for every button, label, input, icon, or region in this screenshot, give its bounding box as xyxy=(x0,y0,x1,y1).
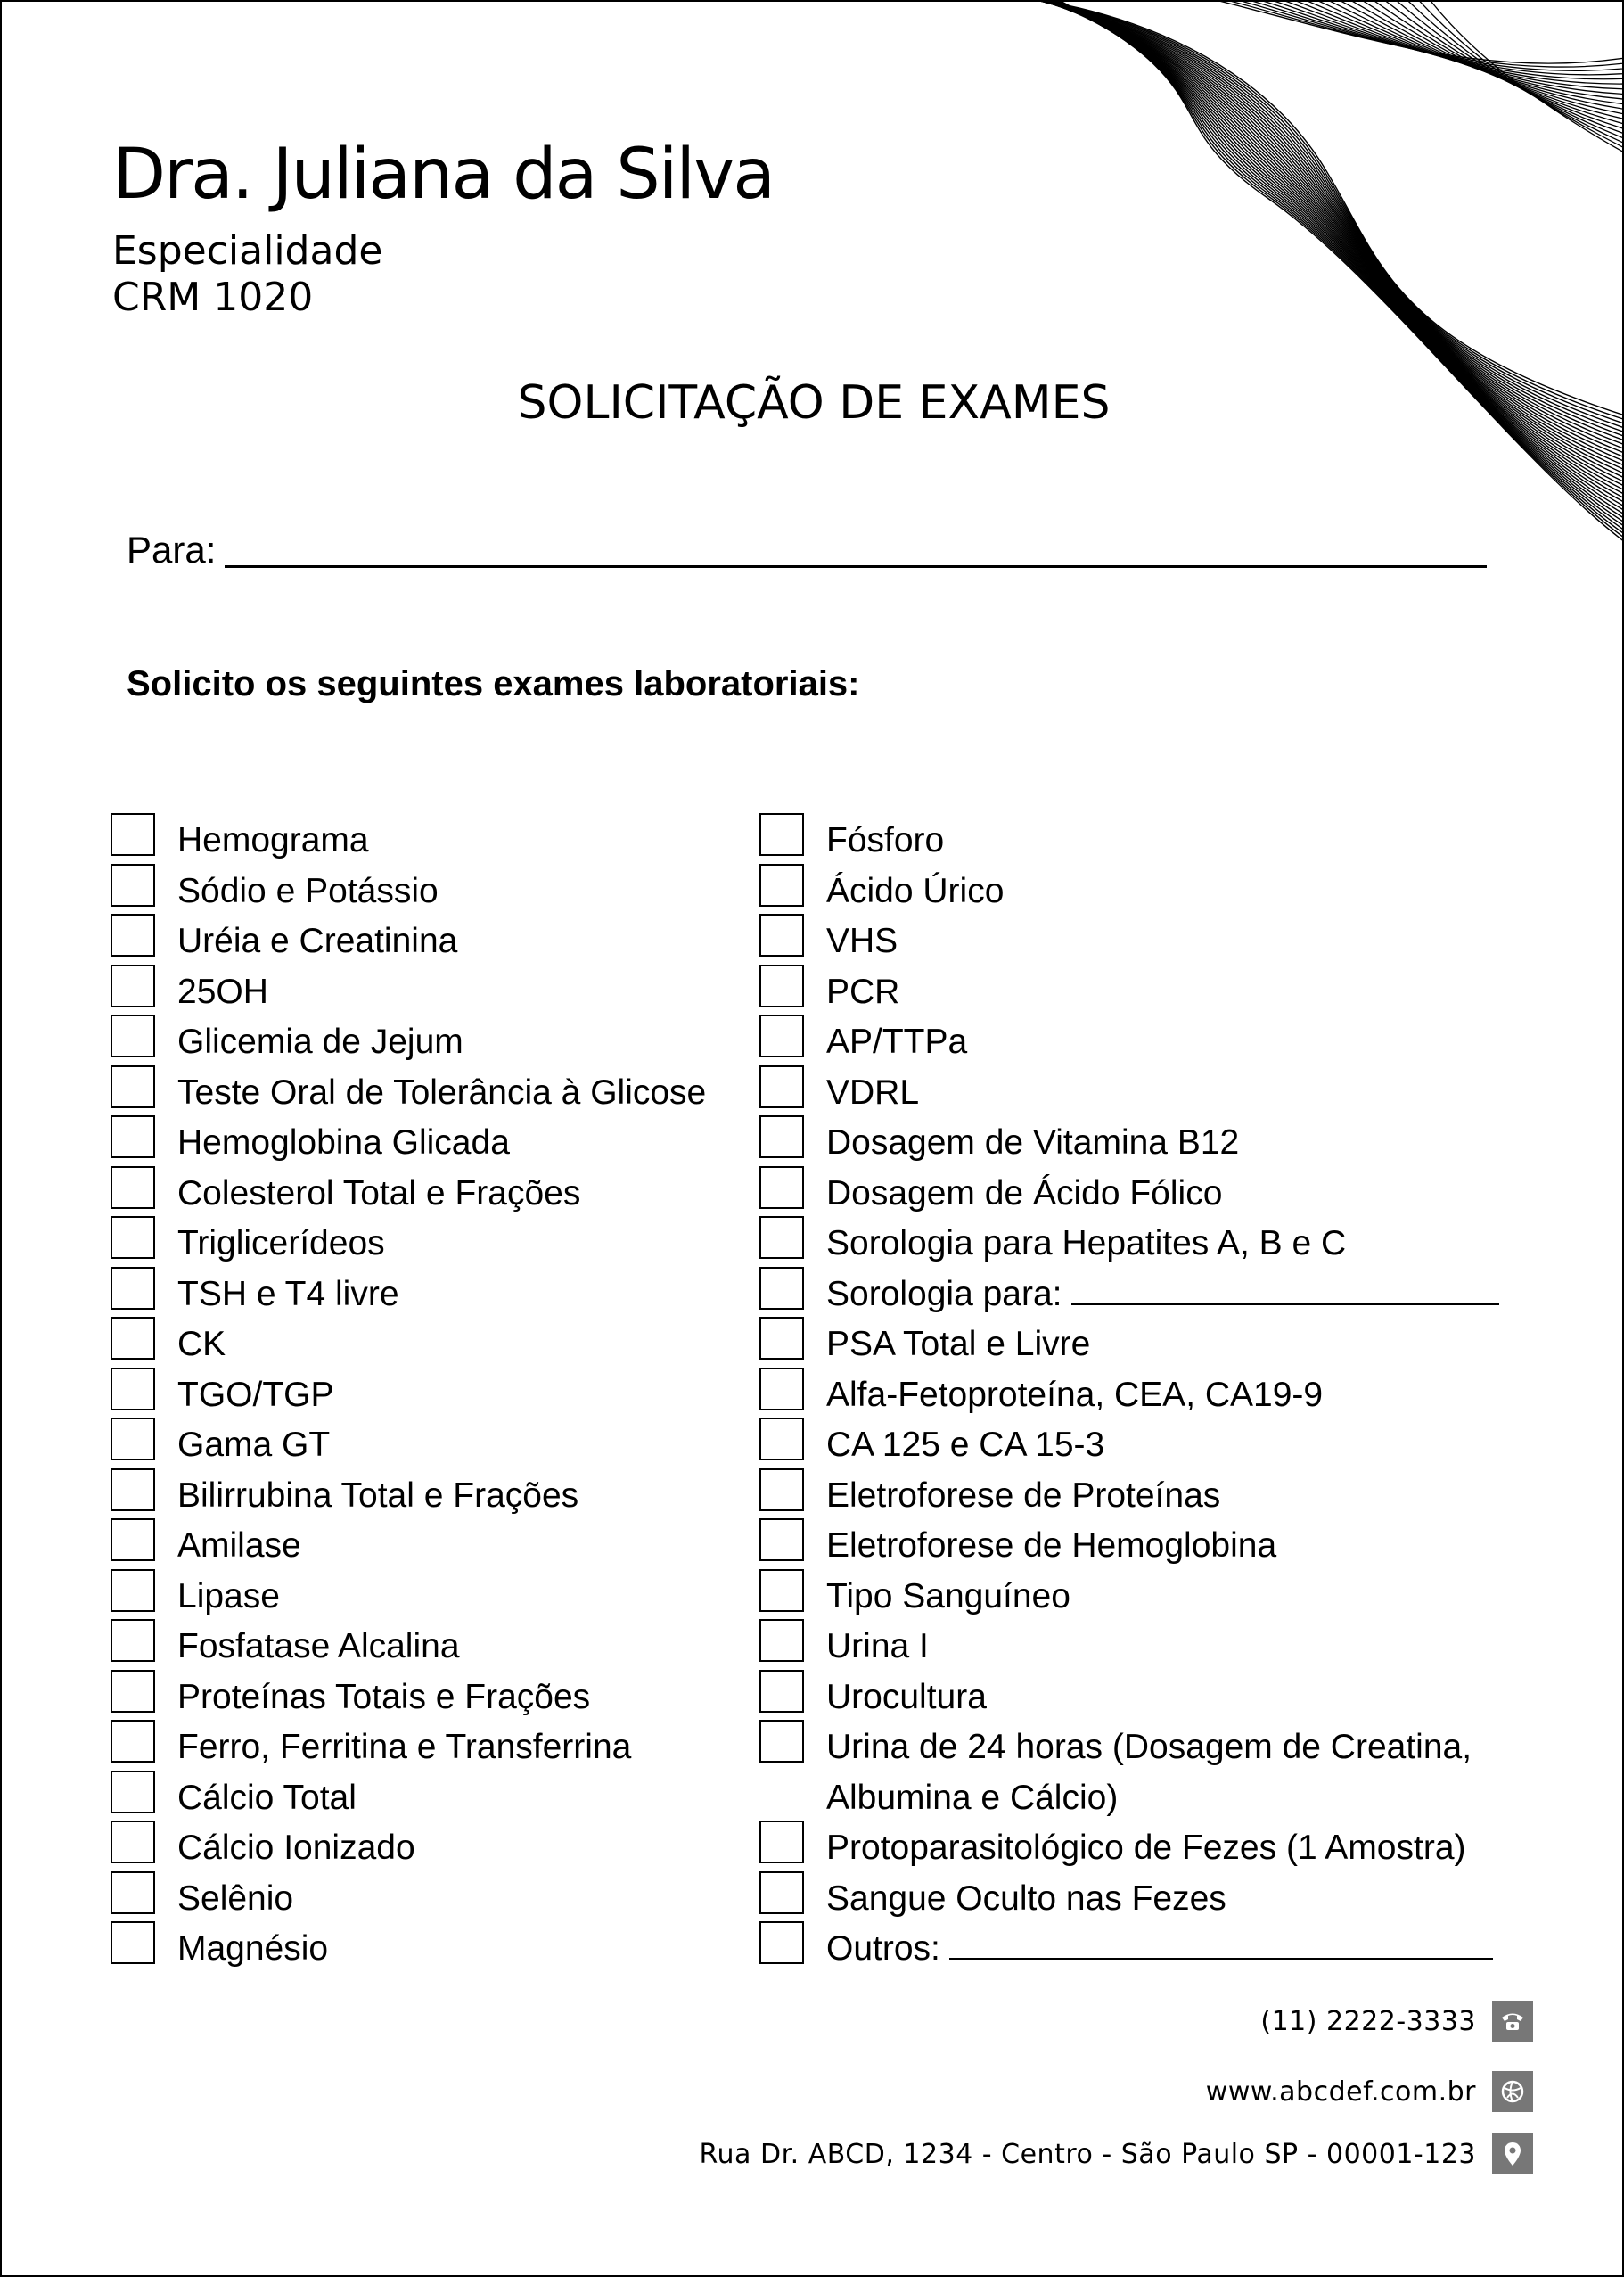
exam-label-text: Outros: xyxy=(826,1929,940,1968)
exam-label xyxy=(826,1370,1323,1421)
exam-checkbox[interactable] xyxy=(111,914,155,957)
exam-label-text: Colesterol Total e Frações xyxy=(177,1173,581,1212)
exam-label xyxy=(177,1673,590,1723)
exam-label xyxy=(826,1622,929,1673)
exam-label-text: Selênio xyxy=(177,1878,294,1918)
exam-checkbox[interactable] xyxy=(111,1216,155,1259)
doctor-name: Dra. Juliana da Silva xyxy=(112,135,775,215)
wave-line xyxy=(1252,2,1624,79)
exam-label-text: 25OH xyxy=(177,972,268,1011)
exam-checkbox[interactable] xyxy=(759,864,804,907)
exam-label xyxy=(177,1823,415,1874)
exam-label xyxy=(177,917,457,967)
exam-label xyxy=(177,1068,706,1119)
exam-checkbox[interactable] xyxy=(111,1771,155,1813)
exam-checkbox[interactable] xyxy=(111,864,155,907)
exam-label-text: VDRL xyxy=(826,1073,920,1112)
exam-label-text: Magnésio xyxy=(177,1929,329,1968)
exam-label-text: Eletroforese de Proteínas xyxy=(826,1476,1221,1515)
exam-label-text: Eletroforese de Hemoglobina xyxy=(826,1526,1277,1565)
exam-label-text: PCR xyxy=(826,972,900,1011)
exam-checkbox[interactable] xyxy=(111,1619,155,1662)
para-field[interactable] xyxy=(225,565,1487,568)
exam-checkbox[interactable] xyxy=(759,1418,804,1460)
exam-checkbox[interactable] xyxy=(759,1368,804,1410)
exam-checkbox[interactable] xyxy=(759,1115,804,1158)
exam-label-text: CA 125 e CA 15-3 xyxy=(826,1426,1105,1464)
exam-label-text: Tipo Sanguíneo xyxy=(826,1576,1070,1615)
wave-line xyxy=(1275,2,1624,89)
exam-label-text: Gama GT xyxy=(177,1426,331,1464)
exam-label-text: Urina de 24 horas (Dosagem de Creatina, xyxy=(826,1728,1472,1766)
exam-label xyxy=(826,1118,1239,1169)
exam-checkbox[interactable] xyxy=(111,1468,155,1511)
exam-checkbox[interactable] xyxy=(111,1418,155,1460)
exam-label-text: TSH e T4 livre xyxy=(177,1274,399,1313)
exam-label-text: AP/TTPa xyxy=(826,1023,968,1061)
exam-checkbox[interactable] xyxy=(759,965,804,1007)
exam-label xyxy=(177,967,268,1018)
exam-label xyxy=(177,1924,328,1975)
exam-checkbox[interactable] xyxy=(759,1569,804,1612)
exam-checkbox[interactable] xyxy=(759,1015,804,1057)
exam-label-text: Dosagem de Vitamina B12 xyxy=(826,1123,1240,1162)
address-text: Rua Dr. ABCD, 1234 - Centro - São Paulo SP - 00001-123 xyxy=(699,2138,1476,2170)
request-heading: Solicito os seguintes exames laboratoriais: xyxy=(127,664,860,703)
exam-checkbox[interactable] xyxy=(759,1518,804,1561)
exam-label xyxy=(177,1370,334,1421)
exam-label xyxy=(826,1420,1104,1471)
exam-label-text: Teste Oral de Tolerância à Glicose xyxy=(177,1073,707,1112)
exam-label xyxy=(826,1219,1346,1270)
exam-checkbox[interactable] xyxy=(111,1115,155,1158)
exam-label xyxy=(826,816,944,867)
exam-label-text: Hemograma xyxy=(177,821,369,859)
exam-checkbox[interactable] xyxy=(111,1720,155,1763)
exam-checkbox[interactable] xyxy=(759,1921,804,1964)
exam-label xyxy=(177,1722,631,1773)
exam-label xyxy=(177,1622,460,1673)
exam-checkbox[interactable] xyxy=(759,1670,804,1713)
exam-fill-line[interactable] xyxy=(1071,1303,1499,1305)
exam-label-text: Ácido Úrico xyxy=(826,871,1005,910)
exam-checkbox[interactable] xyxy=(759,1166,804,1209)
exam-label-text: Lipase xyxy=(177,1576,280,1615)
exam-label xyxy=(826,1924,1493,1975)
exam-label-text: Sorologia para: xyxy=(826,1274,1062,1313)
exam-label xyxy=(826,867,1004,917)
website-text: www.abcdef.com.br xyxy=(1205,2076,1476,2108)
exam-label xyxy=(826,1673,987,1723)
exam-label-text: Alfa-Fetoproteína, CEA, CA19-9 xyxy=(826,1375,1324,1414)
exam-checkbox[interactable] xyxy=(759,1216,804,1259)
wave-line xyxy=(1310,2,1624,106)
wave-line xyxy=(1048,2,1624,533)
exam-label-text: Proteínas Totais e Frações xyxy=(177,1677,591,1716)
exam-label xyxy=(177,1270,399,1320)
exam-checkbox[interactable] xyxy=(759,1619,804,1662)
exam-label xyxy=(177,1521,301,1572)
doctor-crm: CRM 1020 xyxy=(112,275,314,320)
exam-checkbox[interactable] xyxy=(111,1368,155,1410)
exam-label xyxy=(826,1270,1499,1320)
contact-address xyxy=(700,2133,1533,2174)
wave-line xyxy=(1045,2,1624,520)
exam-label-text: Uréia e Creatinina xyxy=(177,922,458,960)
exam-checkbox[interactable] xyxy=(111,1267,155,1310)
wave-line xyxy=(1369,2,1624,134)
globe-icon xyxy=(1492,2071,1533,2112)
exam-fill-line[interactable] xyxy=(949,1958,1493,1960)
wave-line xyxy=(1054,2,1624,555)
wave-line xyxy=(1053,2,1624,550)
exam-checkbox[interactable] xyxy=(759,1871,804,1914)
exam-label xyxy=(826,1874,1226,1925)
exam-checkbox[interactable] xyxy=(111,1871,155,1914)
exam-label xyxy=(177,1471,578,1522)
wave-line xyxy=(1287,2,1624,95)
exam-label xyxy=(826,1823,1466,1874)
exam-label xyxy=(826,1722,1472,1823)
form-title: SOLICITAÇÃO DE EXAMES xyxy=(517,376,1111,430)
exam-checkbox[interactable] xyxy=(759,1267,804,1310)
exam-label xyxy=(826,1319,1090,1370)
contact-website xyxy=(1206,2071,1533,2112)
exam-label-text: Triglicerídeos xyxy=(177,1224,385,1262)
para-label: Para: xyxy=(127,529,217,571)
exam-checkbox[interactable] xyxy=(759,1065,804,1108)
exam-label xyxy=(826,917,898,967)
exam-label-text: PSA Total e Livre xyxy=(826,1325,1091,1363)
wave-line xyxy=(1323,2,1624,111)
exam-label-text: Bilirrubina Total e Frações xyxy=(177,1476,579,1515)
exam-checkbox[interactable] xyxy=(759,1317,804,1360)
wave-line xyxy=(1393,2,1624,145)
exam-checkbox[interactable] xyxy=(111,1518,155,1561)
exam-label-text: Ferro, Ferritina e Transferrina xyxy=(177,1728,632,1766)
exam-label xyxy=(826,1017,967,1068)
exam-label xyxy=(177,1572,280,1623)
phone-text: (11) 2222-3333 xyxy=(1260,2005,1476,2037)
exam-label-text: VHS xyxy=(826,922,898,960)
exam-label xyxy=(177,1219,385,1270)
exam-checkbox[interactable] xyxy=(111,1317,155,1360)
phone-icon xyxy=(1492,2001,1533,2042)
exam-label xyxy=(177,816,369,867)
exam-label-text: Sorologia para Hepatites A, B e C xyxy=(826,1224,1347,1262)
exam-checkbox[interactable] xyxy=(111,1065,155,1108)
doctor-specialty: Especialidade xyxy=(112,228,383,274)
exam-label xyxy=(177,1773,357,1824)
exam-label-text: Protoparasitológico de Fezes (1 Amostra) xyxy=(826,1829,1466,1867)
exam-label xyxy=(177,867,439,917)
wave-line xyxy=(1049,2,1624,538)
exam-label xyxy=(826,1521,1276,1572)
exam-checkbox[interactable] xyxy=(111,1821,155,1863)
exam-label-text: TGO/TGP xyxy=(177,1375,334,1414)
exam-label xyxy=(826,1068,919,1119)
exam-label xyxy=(177,1420,330,1471)
exam-label xyxy=(177,1169,580,1220)
exam-checkbox[interactable] xyxy=(111,813,155,856)
exam-label xyxy=(826,1572,1070,1623)
exam-label-text: Cálcio Total xyxy=(177,1778,357,1817)
exam-label xyxy=(177,1017,463,1068)
decorative-wave-lines xyxy=(1027,2,1624,563)
exam-label-text-line2: Albumina e Cálcio) xyxy=(826,1778,1119,1817)
exam-checkbox[interactable] xyxy=(111,1921,155,1964)
exam-label xyxy=(826,1471,1220,1522)
exam-label-text: Fósforo xyxy=(826,821,945,859)
exam-checkbox[interactable] xyxy=(759,1720,804,1763)
exam-label-text: Sódio e Potássio xyxy=(177,871,439,910)
exam-checkbox[interactable] xyxy=(759,813,804,856)
exam-checkbox[interactable] xyxy=(759,1468,804,1511)
location-pin-icon xyxy=(1492,2133,1533,2174)
exam-label-text: Urina I xyxy=(826,1627,929,1665)
exam-label xyxy=(177,1118,510,1169)
exam-label-text: CK xyxy=(177,1325,226,1363)
contact-phone xyxy=(1260,2001,1533,2042)
exam-label-text: Fosfatase Alcalina xyxy=(177,1627,460,1665)
exam-checkbox[interactable] xyxy=(111,1670,155,1713)
exam-label-text: Dosagem de Ácido Fólico xyxy=(826,1173,1223,1212)
exam-checkbox[interactable] xyxy=(111,1015,155,1057)
exam-label-text: Urocultura xyxy=(826,1677,987,1716)
exam-label xyxy=(826,1169,1222,1220)
exam-label-text: Hemoglobina Glicada xyxy=(177,1123,510,1162)
exam-label-text: Cálcio Ionizado xyxy=(177,1829,415,1867)
exam-label-text: Glicemia de Jejum xyxy=(177,1023,463,1061)
exam-label xyxy=(826,967,899,1018)
exam-label-text: Amilase xyxy=(177,1526,301,1565)
exam-checkbox[interactable] xyxy=(111,1569,155,1612)
exam-label-text: Sangue Oculto nas Fezes xyxy=(826,1878,1226,1918)
exam-label xyxy=(177,1319,226,1370)
exam-label xyxy=(177,1874,293,1925)
exam-checkbox[interactable] xyxy=(759,1821,804,1863)
exam-checkbox[interactable] xyxy=(111,965,155,1007)
exam-checkbox[interactable] xyxy=(759,914,804,957)
exam-checkbox[interactable] xyxy=(111,1166,155,1209)
